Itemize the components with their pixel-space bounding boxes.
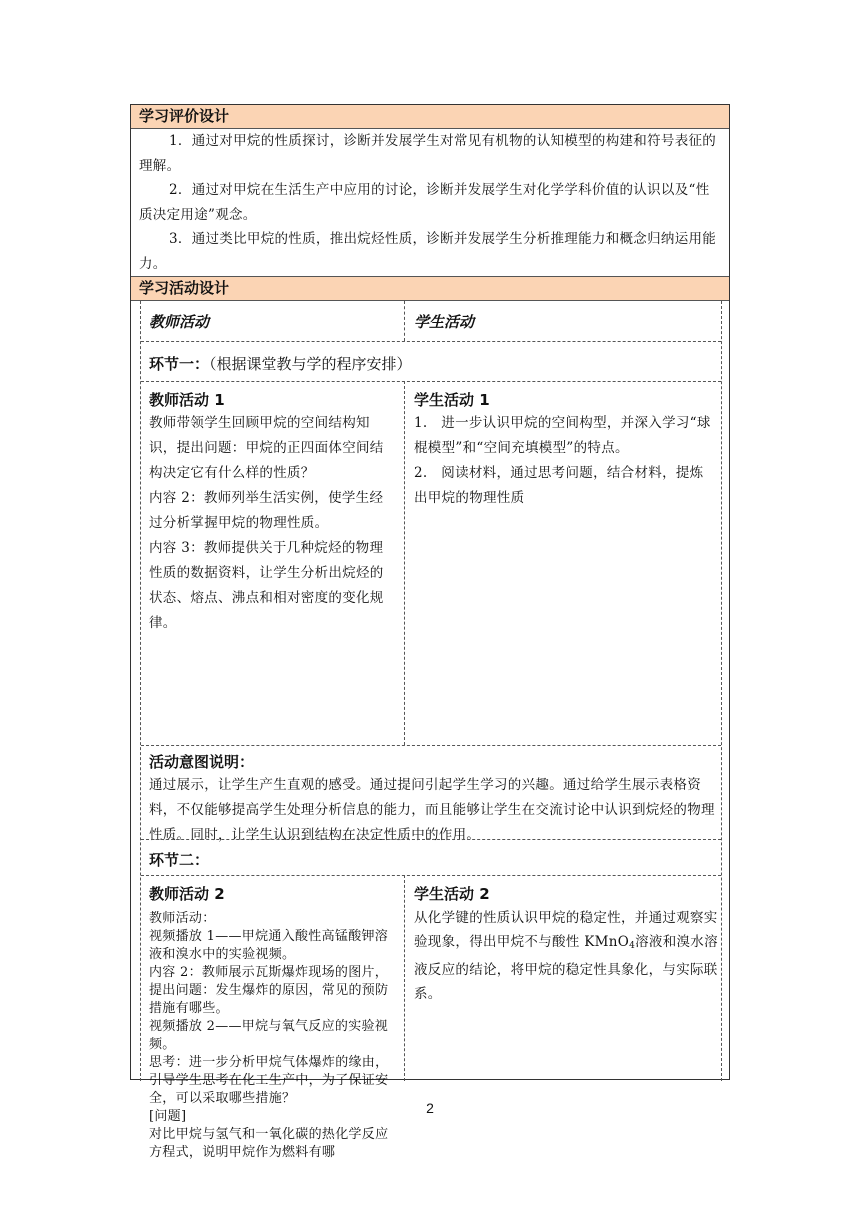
teacher-activity-2-title: 教师活动 2 [149, 885, 225, 903]
row-divider [141, 381, 721, 382]
text-line: 内容 2：教师列举生活实例，使学生经过分析掌握甲烷的物理性质。 [149, 490, 384, 531]
text-line: [问题] [149, 1109, 187, 1124]
text-line: 2. 阅读材料，通过思考问题，结合材料，提炼出甲烷的物理性质 [414, 465, 704, 506]
text-line: 视频播放 1——甲烷通入酸性高锰酸钾溶液和溴水中的实验视频。 [149, 929, 389, 962]
student-activity-2-text [414, 906, 718, 1006]
column-divider [404, 381, 405, 745]
evaluation-body [139, 129, 723, 276]
student-column-header: 学生活动 [414, 313, 475, 331]
row-divider [141, 875, 721, 876]
evaluation-item: 1．通过对甲烷的性质探讨，诊断并发展学生对常见有机物的认知模型的构建和符号表征的理解。 [139, 133, 717, 174]
teacher-activity-2-text [149, 910, 399, 1162]
text-line: 教师活动： [149, 911, 216, 926]
text-line: 内容 2：教师展示瓦斯爆炸现场的图片，提出问题：发生爆炸的原因，常见的预防措施有哪些。 [149, 965, 389, 1016]
row-divider [141, 745, 721, 746]
intent-text: 通过展示，让学生产生直观的感受。通过提问引起学生学习的兴趣。通过给学生展示表格资料，不仅能够提高学生处理分析信息的能力，而且能够让学生在交流讨论中认识到烷烃的物理性质。同时，让学生认识到结构在决定性质中的作用。 [149, 777, 715, 843]
stage1-note: （根据课堂教与学的程序安排） [209, 355, 412, 373]
text-part: 从化学键的性质认识甲烷的稳定性，并通过观察实验现象，得出甲烷不与酸性 KMnO [414, 910, 718, 950]
text-line: 视频播放 2——甲烷与氧气反应的实验视频。 [149, 1019, 389, 1052]
column-divider [404, 301, 405, 341]
text-line: 1. 进一步认识甲烷的空间构型，并深入学习“球棍模型”和“空间充填模型”的特点。 [414, 415, 711, 456]
evaluation-heading: 学习评价设计 [131, 105, 729, 129]
intent-title: 活动意图说明： [149, 753, 255, 771]
student-activity-2-title: 学生活动 2 [414, 885, 490, 903]
student-activity-1-text [414, 411, 716, 511]
student-activity-1-title: 学生活动 1 [414, 391, 490, 409]
text-line: 对比甲烷与氢气和一氧化碳的热化学反应方程式，说明甲烷作为燃料有哪 [149, 1127, 389, 1160]
row-divider [141, 839, 721, 840]
teacher-column-header: 教师活动 [149, 313, 210, 331]
lesson-table [130, 104, 730, 1160]
stage1-label: 环节一：（根据课堂教与学的程序安排） [149, 355, 412, 373]
teacher-activity-1-text [149, 411, 397, 636]
page-number: 2 [426, 1100, 434, 1116]
text-part: 溶液和溴水溶液反应的结论，将甲烷的稳定性具象化，与实际联系。 [414, 934, 718, 1002]
text-line: 教师带领学生回顾甲烷的空间结构知识，提出问题：甲烷的正四面体空间结构决定它有什么样的性质？ [149, 415, 384, 481]
text-line: 内容 3：教师提供关于几种烷烃的物理性质的数据资料，让学生分析出烷烃的状态、熔点、沸点和相对密度的变化规律。 [149, 540, 384, 631]
activities-table [140, 301, 722, 1160]
evaluation-item: 3．通过类比甲烷的性质，推出烷烃性质，诊断并发展学生分析推理能力和概念归纳运用能力。 [139, 231, 717, 272]
subscript: 4 [629, 941, 636, 951]
row-divider [141, 341, 721, 342]
stage2-label: 环节二： [149, 851, 210, 869]
text-line: 思考：进一步分析甲烷气体爆炸的缘由，引导学生思考在化工生产中，为了保证安全，可以采取哪些措施？ [149, 1055, 389, 1106]
evaluation-item: 2．通过对甲烷在生活生产中应用的讨论，诊断并发展学生对化学学科价值的认识以及“性质决定用途”观念。 [139, 182, 710, 223]
teacher-activity-1-title: 教师活动 1 [149, 391, 225, 409]
activities-heading: 学习活动设计 [131, 276, 729, 301]
column-divider [404, 875, 405, 1081]
